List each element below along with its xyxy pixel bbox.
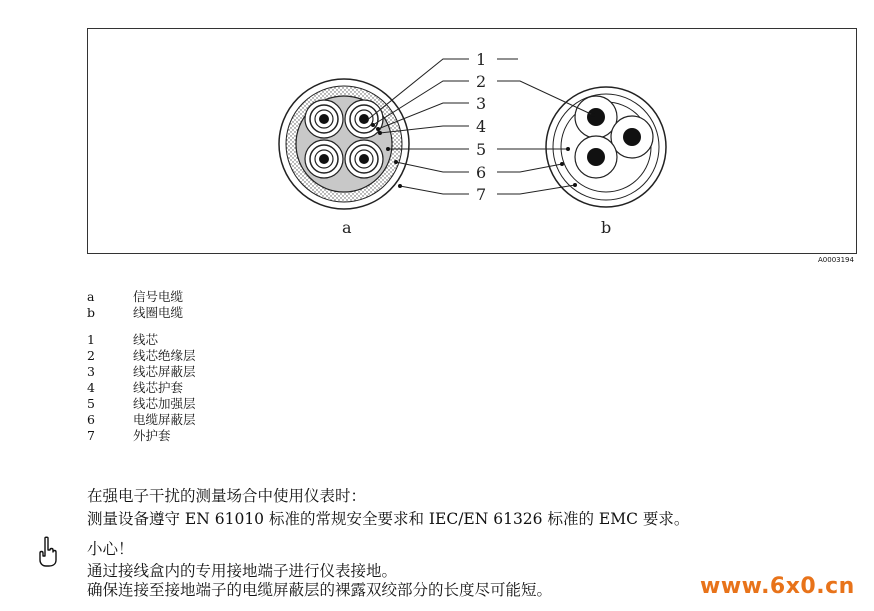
legend-text: 线芯屏蔽层 [133, 364, 196, 379]
callout-1: 1 [476, 50, 487, 69]
caution-line-1: 通过接线盒内的专用接地端子进行仪表接地。 [87, 562, 398, 580]
core-bottom-right [345, 140, 383, 178]
coil-core-bottom [575, 136, 617, 178]
legend-key: 3 [87, 364, 95, 379]
figure-id: A0003194 [818, 256, 854, 264]
label-b: b [601, 218, 612, 237]
callout-5: 5 [476, 140, 487, 159]
legend-text: 线芯护套 [133, 380, 184, 395]
core-top-right [345, 100, 383, 138]
intro-text: 在强电子干扰的测量场合中使用仪表时： [87, 487, 367, 505]
core-bottom-left [305, 140, 343, 178]
legend-key: 4 [87, 380, 95, 395]
legend-key: 6 [87, 412, 95, 427]
site-watermark: www.6x0.cn [700, 574, 855, 599]
callout-2: 2 [476, 72, 487, 91]
callout-6: 6 [476, 163, 487, 182]
callout-3: 3 [476, 94, 487, 113]
legend-text: 信号电缆 [133, 289, 184, 304]
legend-key: 7 [87, 428, 95, 443]
coil-cable-cross-section [546, 87, 666, 207]
legend-key: b [87, 305, 96, 320]
callout-4: 4 [476, 117, 487, 136]
label-a: a [342, 218, 352, 237]
caution-title: 小心！ [87, 540, 134, 558]
legend-text: 电缆屏蔽层 [133, 412, 196, 427]
cable-figure [87, 28, 857, 254]
core-top-left [305, 100, 343, 138]
signal-cable-cross-section [279, 79, 409, 209]
caution-line-2: 确保连接至接地端子的电缆屏蔽层的裸露双绞部分的长度尽可能短。 [87, 581, 553, 599]
callout-7: 7 [476, 185, 487, 204]
legend-text: 线芯绝缘层 [133, 348, 196, 363]
coil-core-right [611, 116, 653, 158]
legend-text: 线芯 [133, 332, 159, 347]
legend-key: 2 [87, 348, 95, 363]
legend-key: 5 [87, 396, 95, 411]
legend-text: 外护套 [133, 428, 171, 443]
coil-core-top [575, 96, 617, 138]
legend-text: 线芯加强层 [133, 396, 196, 411]
legend-key: 1 [87, 332, 95, 347]
legend-text: 线圈电缆 [133, 305, 184, 320]
pointing-hand-icon [36, 536, 60, 572]
cable-diagram [88, 29, 858, 255]
requirement-text: 测量设备遵守 EN 61010 标准的常规安全要求和 IEC/EN 61326 标准的 EMC 要求。 [87, 510, 690, 528]
legend-key: a [87, 289, 95, 304]
